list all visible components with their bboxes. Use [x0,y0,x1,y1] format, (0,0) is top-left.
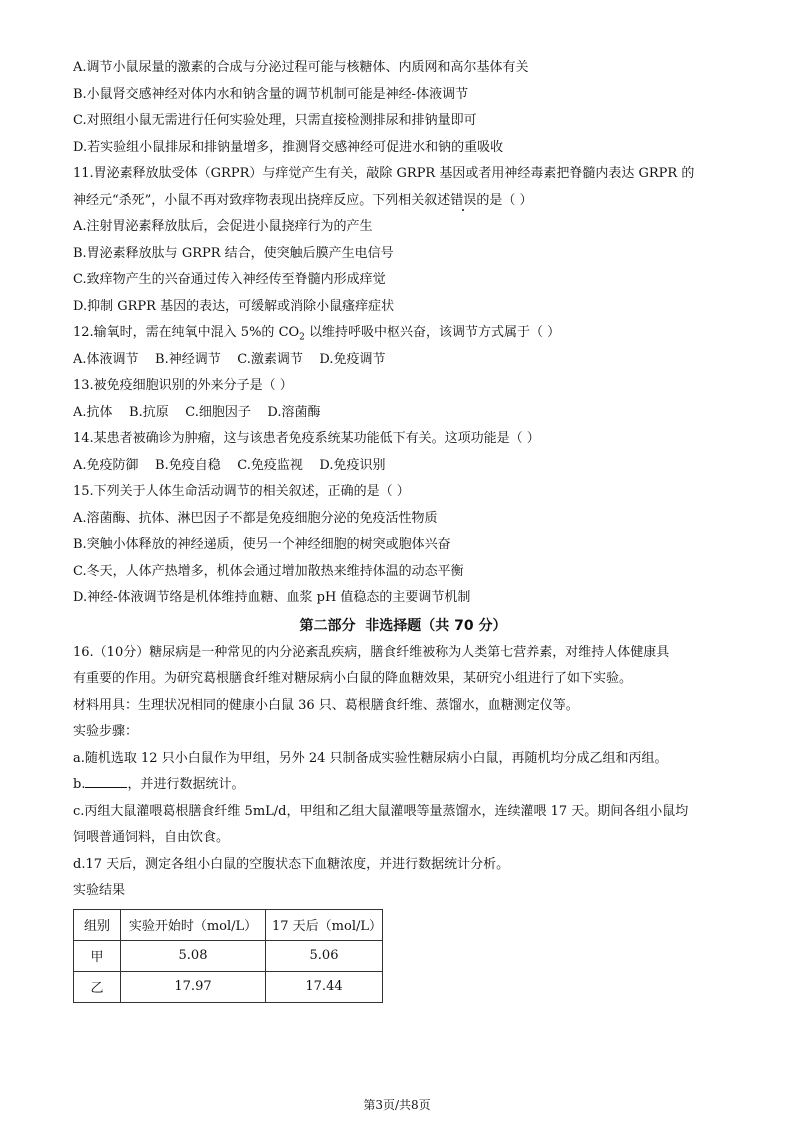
q15-option-c: C.冬天，人体产热增多，机体会通过增加散热来维持体温的动态平衡 [73,563,464,579]
answer-blank[interactable] [85,774,127,788]
q12-options: A.体液调节 B.神经调节 C.激素调节 D.免疫调节 [73,351,386,367]
table-header: 组别 [74,909,121,940]
section-title: 第二部分 非选择题（共 70 分） [299,617,507,634]
q16-step-c-line1: c.丙组大鼠灌喂葛根膳食纤维 5mL/d，甲组和乙组大鼠灌喂等量蒸馏水，连续灌喂 17 天。期间各组小鼠均 [73,803,689,819]
table-cell: 17.44 [266,971,383,1002]
q15-stem: 15.下列关于人体生命活动调节的相关叙述，正确的是（ ） [73,484,410,499]
q16-step-b-pre: b. [73,777,86,792]
q16-steps-label: 实验步骤： [73,724,139,739]
q15-option-a: A.溶菌酶、抗体、淋巴因子不都是免疫细胞分泌的免疫活性物质 [73,510,438,526]
table-cell: 甲 [74,940,121,971]
q11-stem-line1: 11.胃泌素释放肽受体（GRPR）与痒觉产生有关，敲除 GRPR 基因或者用神经毒素把脊髓内表达 GRPR 的 [73,166,695,181]
q16-step-b-post: ，并进行数据统计。 [127,777,245,792]
q11-option-d: D.抑制 GRPR 基因的表达，可缓解或消除小鼠瘙痒症状 [73,298,395,314]
q10-option-b: B.小鼠肾交感神经对体内水和钠含量的调节机制可能是神经-体液调节 [73,86,469,102]
q10-option-a: A.调节小鼠尿量的激素的合成与分泌过程可能与核糖体、内质网和高尔基体有关 [73,60,529,75]
q16-step-d: d.17 天后，测定各组小白鼠的空腹状态下血糖浓度，并进行数据统计分析。 [73,856,510,872]
table-row [74,940,383,971]
q11-emphasis-word: 错误 [450,192,477,208]
q11-option-b: B.胃泌素释放肽与 GRPR 结合，使突触后膜产生电信号 [73,245,394,261]
q11-option-a: A.注射胃泌素释放肽后，会促进小鼠挠痒行为的产生 [73,219,373,234]
q15-option-b: B.突触小体释放的神经递质，使另一个神经细胞的树突或胞体兴奋 [73,537,451,552]
q11-option-c: C.致痒物产生的兴奋通过传入神经传至脊髓内形成痒觉 [73,272,386,287]
table-cell: 5.08 [121,940,266,971]
q16-stem-line1: 16.（10分）糖尿病是一种常见的内分泌紊乱疾病，膳食纤维被称为人类第七营养素，对维持人体健康具 [73,644,670,660]
q12-stem-pre: 12.输氧时，需在纯氧中混入 5%的 CO [73,325,300,340]
table-header: 实验开始时（mol/L） [121,909,266,940]
q16-results-label: 实验结果 [73,883,126,898]
q15-option-d: D.神经-体液调节络是机体维持血糖、血浆 pH 值稳态的主要调节机制 [73,590,471,605]
page-footer: 第3页/共8页 [363,1098,431,1112]
q16-step-b [73,772,733,799]
table-cell: 17.97 [121,971,266,1002]
q13-stem: 13.被免疫细胞识别的外来分子是（ ） [73,378,293,393]
q10-option-c: C.对照组小鼠无需进行任何实验处理，只需直接检测排尿和排钠量即可 [73,113,477,128]
q11-stem-line2 [73,188,733,215]
q13-options: A.抗体 B.抗原 C.细胞因子 D.溶菌酶 [73,404,321,420]
q12-stem [73,320,733,347]
q11-stem-post: 的是（ ） [476,192,533,208]
q16-stem-line2: 有重要的作用。为研究葛根膳食纤维对糖尿病小白鼠的降血糖效果，某研究小组进行了如下实验。 [73,671,633,686]
page-content [73,55,733,1003]
q16-materials: 材料用具：生理状况相同的健康小白鼠 36 只、葛根膳食纤维、蒸馏水，血糖测定仪等。 [73,697,579,713]
table-header-row [74,909,383,940]
table-cell: 乙 [74,971,121,1002]
q14-options: A.免疫防御 B.免疫自稳 C.免疫监视 D.免疫识别 [73,457,386,473]
results-table [73,909,383,1003]
table-cell: 5.06 [266,940,383,971]
q16-step-a: a.随机选取 12 只小白鼠作为甲组，另外 24 只制备成实验性糖尿病小白鼠，再随机均分成乙组和丙组。 [73,750,668,766]
q10-option-d: D.若实验组小鼠排尿和排钠量增多，推测肾交感神经可促进水和钠的重吸收 [73,139,504,155]
table-row [74,971,383,1002]
table-header: 17 天后（mol/L） [266,909,383,940]
q16-step-c-line2: 饲喂普通饲料，自由饮食。 [73,830,230,845]
q12-subscript: 2 [299,332,305,343]
q12-stem-post: 以维持呼吸中枢兴奋，该调节方式属于（ ） [304,325,561,340]
q11-stem-pre: 神经元“杀死”，小鼠不再对致痒物表现出挠痒反应。下列相关叙述 [73,192,451,208]
q14-stem: 14.某患者被确诊为肿瘤，这与该患者免疫系统某功能低下有关。这项功能是（ ） [73,431,540,446]
